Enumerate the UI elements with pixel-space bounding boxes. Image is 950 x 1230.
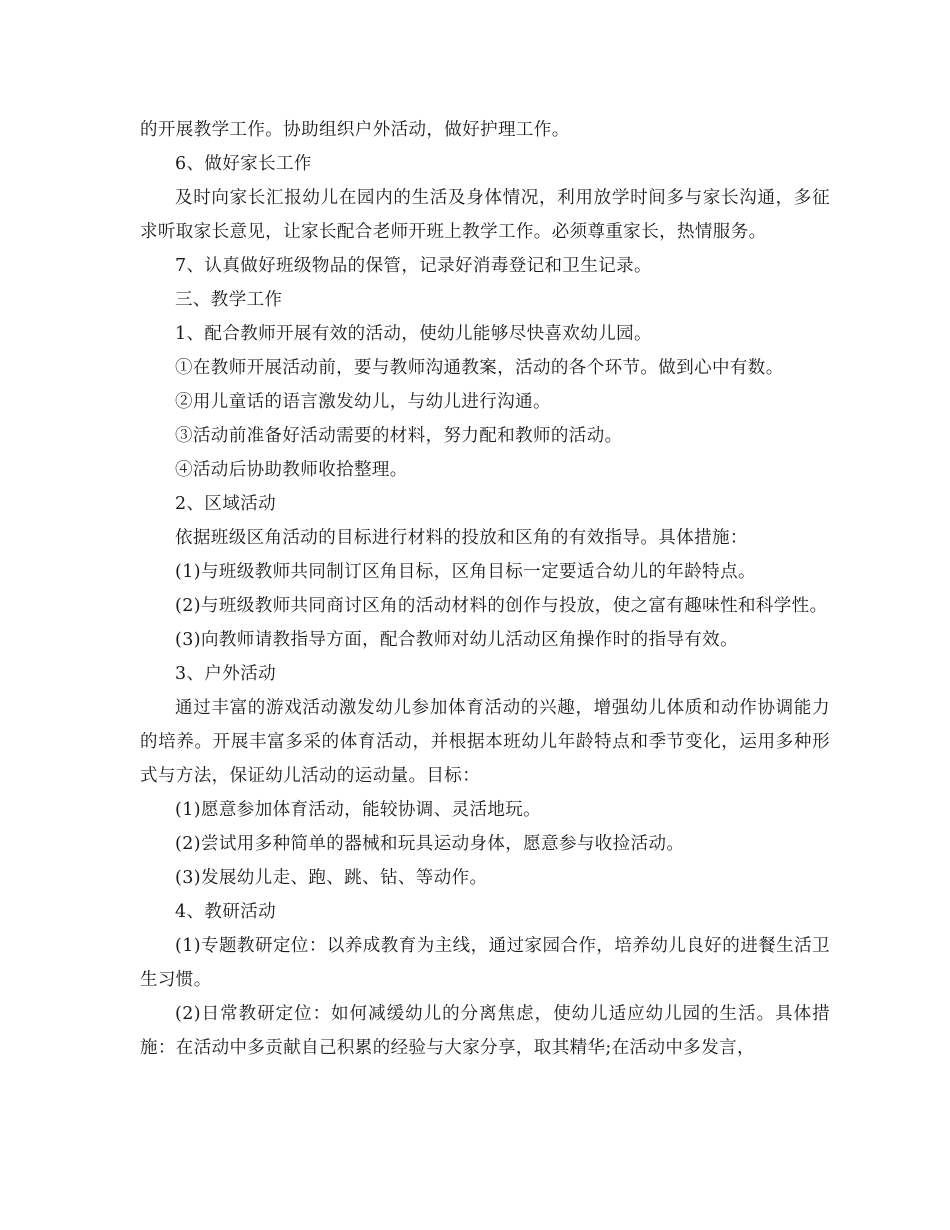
list-item-area-1: (1)与班级教师共同制订区角目标，区角目标一定要适合幼儿的年龄特点。 (175, 562, 756, 582)
heading-outdoor-activities: 3、户外活动 (175, 664, 277, 684)
heading-area-activities: 2、区域活动 (175, 494, 277, 514)
list-item-outdoor-2: (2)尝试用多种简单的器械和玩具运动身体，愿意参与收捡活动。 (175, 834, 685, 854)
list-item-outdoor-3: (3)发展幼儿走、跑、跳、钻、等动作。 (175, 868, 488, 888)
heading-parent-work: 6、做好家长工作 (175, 154, 312, 174)
list-item-circled-1: ①在教师开展活动前，要与教师沟通教案，活动的各个环节。做到心中有数。 (175, 358, 784, 378)
list-item-area-3: (3)向教师请教指导方面，配合教师对幼儿活动区角操作时的指导有效。 (175, 630, 738, 650)
list-item-area-2: (2)与班级教师共同商讨区角的活动材料的创作与投放，使之富有趣味性和科学性。 (175, 596, 828, 616)
list-item-circled-3: ③活动前准备好活动需要的材料，努力配和教师的活动。 (175, 426, 623, 446)
heading-cooperate-teachers: 1、配合教师开展有效的活动，使幼儿能够尽快喜欢幼儿园。 (175, 324, 652, 344)
heading-research-activities: 4、教研活动 (175, 902, 277, 922)
paragraph-parent-communication: 及时向家长汇报幼儿在园内的生活及身体情况，利用放学时间多与家长沟通，多征求听取家长意见，让家长配合老师开班上教学工作。必须尊重家长，热情服务。 (140, 188, 830, 242)
list-item-outdoor-1: (1)愿意参加体育活动，能较协调、灵活地玩。 (175, 800, 542, 820)
paragraph-continuation: 的开展教学工作。协助组织户外活动，做好护理工作。 (140, 120, 570, 140)
list-item-research-2: (2)日常教研定位：如何减缓幼儿的分离焦虑，使幼儿适应幼儿园的生活。具体措施：在活动中多贡献自己积累的经验与大家分享，取其精华;在活动中多发言， (140, 1004, 830, 1058)
document-body (140, 113, 830, 1065)
list-item-research-1: (1)专题教研定位：以养成教育为主线，通过家园合作，培养幼儿良好的进餐生活卫生习惯。 (140, 936, 830, 990)
list-item-circled-2: ②用儿童话的语言激发幼儿，与幼儿进行沟通。 (175, 392, 551, 412)
paragraph-class-items: 7、认真做好班级物品的保管，记录好消毒登记和卫生记录。 (175, 256, 652, 276)
list-item-circled-4: ④活动后协助教师收拾整理。 (175, 460, 408, 480)
heading-teaching-work: 三、教学工作 (175, 290, 283, 310)
paragraph-area-measures: 依据班级区角活动的目标进行材料的投放和区角的有效指导。具体措施： (175, 528, 748, 548)
paragraph-outdoor-goals: 通过丰富的游戏活动激发幼儿参加体育活动的兴趣，增强幼儿体质和动作协调能力的培养。开展丰富多采的体育活动，并根据本班幼儿年龄特点和季节变化，运用多种形式与方法，保证幼儿活动的运动量。目标： (140, 698, 830, 786)
